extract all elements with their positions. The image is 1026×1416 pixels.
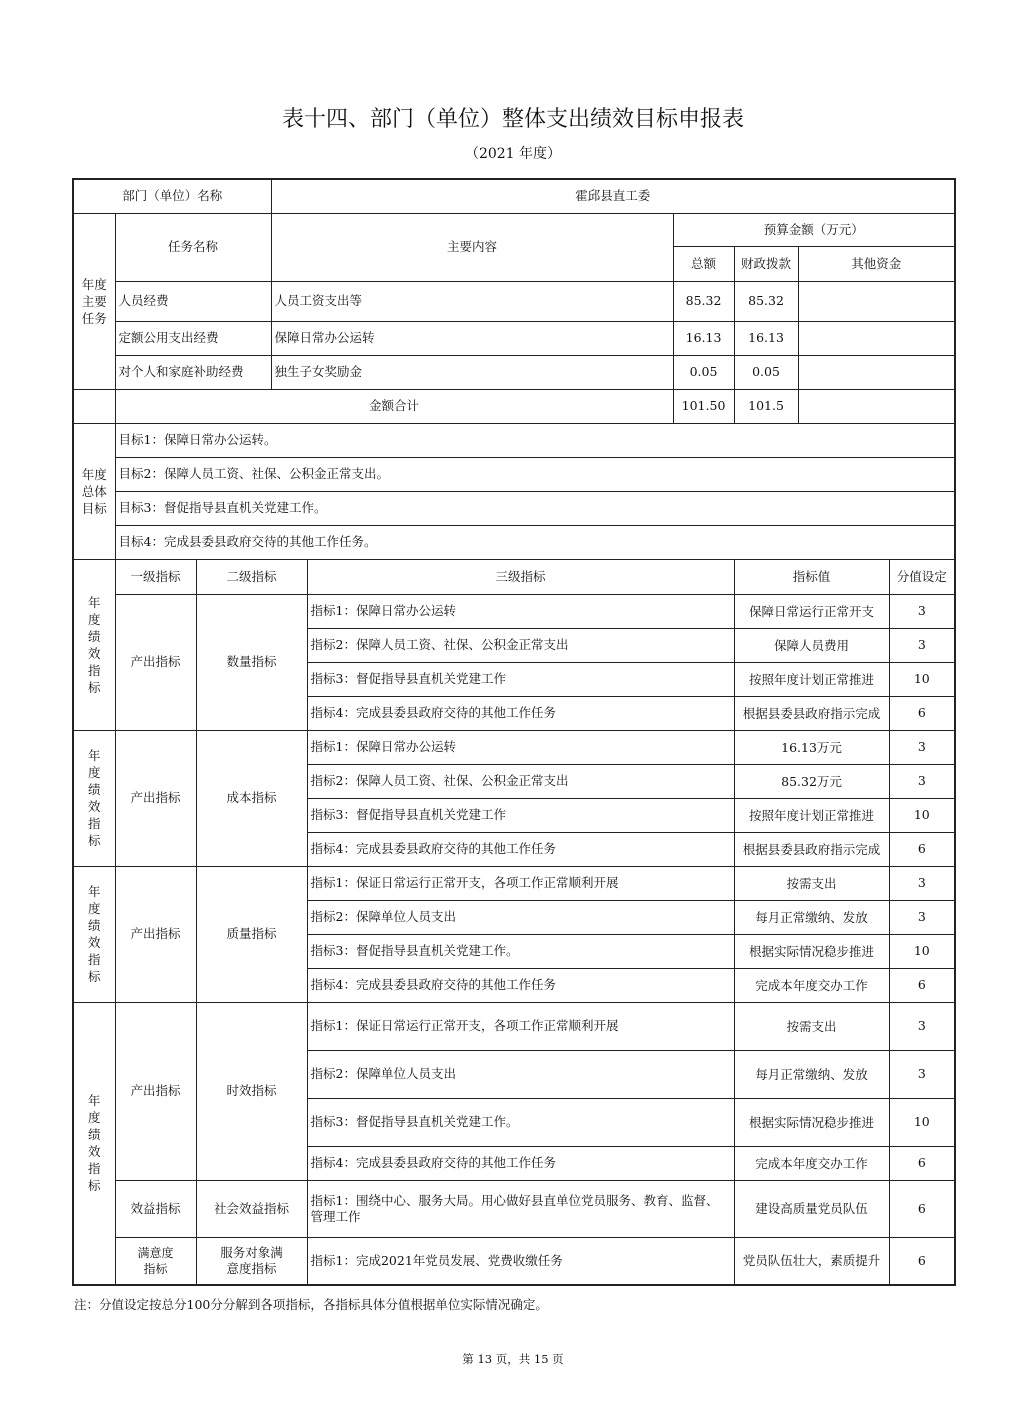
level1-indicator: 产出指标	[115, 866, 196, 1002]
goal-item: 目标2：保障人员工资、社保、公积金正常支出。	[115, 457, 955, 491]
task-other	[798, 355, 955, 389]
level3-indicator: 指标2：保障单位人员支出	[307, 900, 734, 934]
level3-indicator: 指标4：完成县委县政府交待的其他工作任务	[307, 968, 734, 1002]
task-content: 人员工资支出等	[271, 281, 673, 321]
indicator-score: 3	[889, 1050, 955, 1098]
indicator-score: 3	[889, 1002, 955, 1050]
indicator-value: 每月正常缴纳、发放	[734, 900, 889, 934]
indicator-score: 6	[889, 1237, 955, 1285]
level2-indicator: 时效指标	[196, 1002, 307, 1180]
sum-other	[798, 389, 955, 423]
task-content: 保障日常办公运转	[271, 321, 673, 355]
goals-section-label: 年度总体目标	[73, 423, 115, 559]
total-header: 总额	[673, 246, 734, 281]
level3-indicator: 指标4：完成县委县政府交待的其他工作任务	[307, 832, 734, 866]
task-fiscal: 85.32	[734, 281, 798, 321]
task-content-header: 主要内容	[271, 213, 673, 281]
performance-table	[72, 178, 956, 1286]
sum-total: 101.50	[673, 389, 734, 423]
level3-indicator: 指标3：督促指导县直机关党建工作	[307, 662, 734, 696]
level3-indicator: 指标1：围绕中心、服务大局。用心做好县直单位党员服务、教育、监督、管理工作	[307, 1180, 734, 1237]
level3-indicator: 指标1：保障日常办公运转	[307, 594, 734, 628]
indicator-score: 6	[889, 832, 955, 866]
table-row	[73, 355, 955, 389]
level3-indicator: 指标4：完成县委县政府交待的其他工作任务	[307, 696, 734, 730]
indicator-value: 按照年度计划正常推进	[734, 798, 889, 832]
level3-indicator: 指标2：保障单位人员支出	[307, 1050, 734, 1098]
level3-indicator: 指标1：完成2021年党员发展、党费收缴任务	[307, 1237, 734, 1285]
indicator-score: 10	[889, 662, 955, 696]
task-fiscal: 0.05	[734, 355, 798, 389]
goal-item: 目标3：督促指导县直机关党建工作。	[115, 491, 955, 525]
score-header: 分值设定	[889, 559, 955, 594]
level1-indicator: 效益指标	[115, 1180, 196, 1237]
empty-cell	[73, 389, 115, 423]
indicator-score: 3	[889, 594, 955, 628]
dept-label: 部门（单位）名称	[73, 179, 271, 213]
level3-indicator: 指标2：保障人员工资、社保、公积金正常支出	[307, 764, 734, 798]
table-row	[73, 594, 955, 628]
indicator-value: 根据县委县政府指示完成	[734, 696, 889, 730]
level3-indicator: 指标1：保证日常运行正常开支，各项工作正常顺利开展	[307, 1002, 734, 1050]
level3-indicator: 指标4：完成县委县政府交待的其他工作任务	[307, 1146, 734, 1180]
indicator-value: 根据实际情况稳步推进	[734, 934, 889, 968]
task-name: 对个人和家庭补助经费	[115, 355, 271, 389]
indicator-value: 根据县委县政府指示完成	[734, 832, 889, 866]
task-total: 16.13	[673, 321, 734, 355]
indicator-value: 85.32万元	[734, 764, 889, 798]
indicator-score: 3	[889, 628, 955, 662]
level2-indicator: 质量指标	[196, 866, 307, 1002]
value-header: 指标值	[734, 559, 889, 594]
goal-item: 目标1：保障日常办公运转。	[115, 423, 955, 457]
task-total: 85.32	[673, 281, 734, 321]
indicator-value: 每月正常缴纳、发放	[734, 1050, 889, 1098]
task-other	[798, 281, 955, 321]
page-title: 表十四、部门（单位）整体支出绩效目标申报表	[281, 107, 744, 132]
indicator-value: 根据实际情况稳步推进	[734, 1098, 889, 1146]
task-other	[798, 321, 955, 355]
dept-value: 霍邱县直工委	[271, 179, 955, 213]
footnote: 注：分值设定按总分100分分解到各项指标，各指标具体分值根据单位实际情况确定。	[74, 1297, 548, 1312]
level2-indicator: 成本指标	[196, 730, 307, 866]
page-subtitle: （2021 年度）	[464, 146, 562, 162]
task-name-header: 任务名称	[115, 213, 271, 281]
level3-indicator: 指标2：保障人员工资、社保、公积金正常支出	[307, 628, 734, 662]
level2-indicator: 服务对象满意度指标	[196, 1237, 307, 1285]
task-name: 定额公用支出经费	[115, 321, 271, 355]
table-row	[73, 559, 955, 594]
task-name: 人员经费	[115, 281, 271, 321]
indicator-score: 6	[889, 968, 955, 1002]
budget-header: 预算金额（万元）	[673, 213, 955, 246]
indicator-value: 按需支出	[734, 1002, 889, 1050]
indicators-section-label: 年度绩效指标	[73, 730, 115, 866]
indicators-section-label: 年度绩效指标	[73, 1002, 115, 1285]
level1-header: 一级指标	[115, 559, 196, 594]
table-row	[73, 423, 955, 457]
table-row	[73, 281, 955, 321]
task-fiscal: 16.13	[734, 321, 798, 355]
table-row	[73, 491, 955, 525]
table-row	[73, 730, 955, 764]
indicator-value: 16.13万元	[734, 730, 889, 764]
indicator-score: 10	[889, 798, 955, 832]
indicator-value: 保障日常运行正常开支	[734, 594, 889, 628]
indicator-score: 3	[889, 730, 955, 764]
page-number: 第 13 页，共 15 页	[462, 1352, 564, 1366]
level3-indicator: 指标1：保障日常办公运转	[307, 730, 734, 764]
indicator-value: 完成本年度交办工作	[734, 968, 889, 1002]
fiscal-header: 财政拨款	[734, 246, 798, 281]
indicator-score: 6	[889, 1146, 955, 1180]
level1-indicator: 产出指标	[115, 730, 196, 866]
level2-indicator: 社会效益指标	[196, 1180, 307, 1237]
indicator-score: 3	[889, 900, 955, 934]
level3-indicator: 指标3：督促指导县直机关党建工作	[307, 798, 734, 832]
table-row	[73, 389, 955, 423]
indicator-value: 保障人员费用	[734, 628, 889, 662]
indicator-value: 建设高质量党员队伍	[734, 1180, 889, 1237]
indicator-score: 6	[889, 696, 955, 730]
indicator-score: 6	[889, 1180, 955, 1237]
level1-indicator: 产出指标	[115, 1002, 196, 1180]
task-content: 独生子女奖励金	[271, 355, 673, 389]
table-row	[73, 213, 955, 246]
indicator-score: 10	[889, 934, 955, 968]
indicator-value: 党员队伍壮大，素质提升	[734, 1237, 889, 1285]
table-row	[73, 321, 955, 355]
indicator-score: 3	[889, 866, 955, 900]
level1-indicator: 产出指标	[115, 594, 196, 730]
level3-indicator: 指标3：督促指导县直机关党建工作。	[307, 934, 734, 968]
task-total: 0.05	[673, 355, 734, 389]
level3-header: 三级指标	[307, 559, 734, 594]
table-row	[73, 179, 955, 213]
indicator-value: 完成本年度交办工作	[734, 1146, 889, 1180]
sum-label: 金额合计	[115, 389, 673, 423]
goal-item: 目标4：完成县委县政府交待的其他工作任务。	[115, 525, 955, 559]
table-row	[73, 525, 955, 559]
sum-fiscal: 101.5	[734, 389, 798, 423]
indicators-section-label: 年度绩效指标	[73, 866, 115, 1002]
level3-indicator: 指标3：督促指导县直机关党建工作。	[307, 1098, 734, 1146]
level1-indicator: 满意度指标	[115, 1237, 196, 1285]
indicators-section-label: 年度绩效指标	[73, 559, 115, 730]
tasks-section-label: 年度主要任务	[73, 213, 115, 389]
level3-indicator: 指标1：保证日常运行正常开支，各项工作正常顺利开展	[307, 866, 734, 900]
other-header: 其他资金	[798, 246, 955, 281]
indicator-value: 按需支出	[734, 866, 889, 900]
table-row	[73, 457, 955, 491]
table-row	[73, 1002, 955, 1050]
table-row	[73, 1180, 955, 1237]
level2-indicator: 数量指标	[196, 594, 307, 730]
indicator-score: 3	[889, 764, 955, 798]
level2-header: 二级指标	[196, 559, 307, 594]
indicator-value: 按照年度计划正常推进	[734, 662, 889, 696]
table-row	[73, 1237, 955, 1285]
table-row	[73, 866, 955, 900]
indicator-score: 10	[889, 1098, 955, 1146]
